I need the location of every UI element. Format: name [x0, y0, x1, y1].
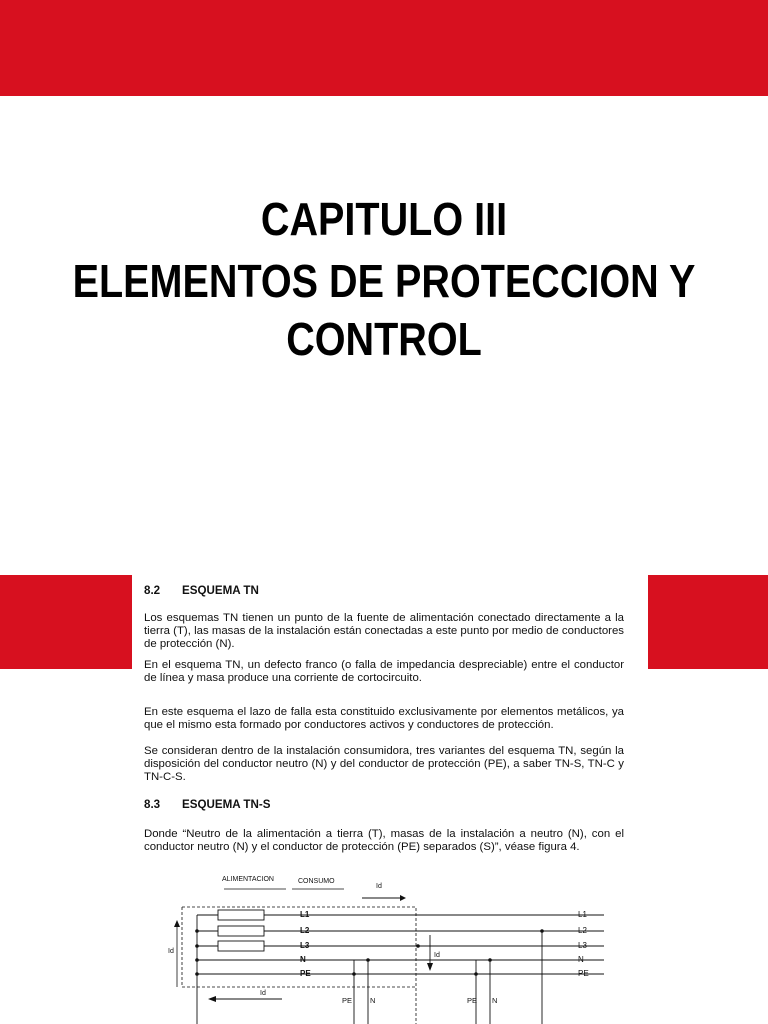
node-4 — [195, 972, 199, 976]
label-id-bottom: Id — [260, 990, 266, 997]
paragraph-4: Se consideran dentro de la instalación consumidora, tres variantes del esquema TN, según la disposición del conductor neutro (N) y del conductor de protección (PE), a saber TN-S, TN-C y TN-C-S. — [144, 745, 624, 783]
right-label-pe: PE — [578, 969, 589, 978]
winding-2 — [218, 926, 264, 936]
winding-1 — [218, 910, 264, 920]
label-consumo: CONSUMO — [298, 878, 335, 885]
section-heading-esquema-tn-s: ESQUEMA TN-S — [182, 798, 271, 811]
paragraph-1: Los esquemas TN tienen un punto de la fuente de alimentación conectado directamente a la tierra (T), las masas de la instalación están conectadas a este punto por medio de conductores de protección (N). — [144, 612, 624, 650]
node-3 — [195, 958, 199, 962]
fault-arrowhead — [427, 963, 433, 971]
return-current-arrowhead — [208, 996, 216, 1002]
left-label-l2: L2 — [300, 926, 310, 935]
chapter-title: CAPITULO III — [260, 193, 508, 245]
right-label-l3: L3 — [578, 941, 587, 950]
load1-pe-label: PE — [342, 996, 353, 1005]
slide-title — [0, 190, 768, 368]
load2-n-node — [488, 958, 492, 962]
label-alimentacion: ALIMENTACION — [222, 876, 274, 883]
load2-pe-label: PE — [467, 996, 478, 1005]
load2-n-label: N — [492, 996, 498, 1005]
tn-s-wiring-diagram — [132, 865, 648, 1024]
top-accent-bar — [0, 0, 768, 96]
source-boundary-left — [182, 907, 416, 987]
section-number-8-3: 8.3 — [144, 798, 161, 811]
tap-l3-node — [416, 944, 420, 948]
node-2 — [195, 944, 199, 948]
winding-3 — [218, 941, 264, 951]
load2-pe-node — [474, 972, 478, 976]
load1-pe-node — [352, 972, 356, 976]
right-accent-band — [648, 575, 768, 669]
label-id-fault: Id — [434, 952, 440, 959]
left-label-l1: L1 — [300, 910, 310, 919]
label-id-left: Id — [168, 948, 174, 955]
paragraph-2: En el esquema TN, un defecto franco (o falla de impedancia despreciable) entre el conductor de línea y masa produce una corriente de cortocircuito. — [144, 659, 624, 684]
subtitle-line-2: CONTROL — [286, 313, 482, 365]
load1-n-node — [366, 958, 370, 962]
right-label-n: N — [578, 955, 584, 964]
paragraph-3: En este esquema el lazo de falla esta constituido exclusivamente por elementos metálicos, ya que el mismo esta formado por conductores activos y conductores de protección. — [144, 706, 624, 731]
subtitle-line-1: ELEMENTOS DE PROTECCION Y — [72, 255, 696, 307]
load1-n-label: N — [370, 996, 376, 1005]
label-id-top: Id — [376, 883, 382, 890]
paragraph-5: Donde “Neutro de la alimentación a tierra (T), masas de la instalación a neutro (N), con el conductor neutro (N) y el conductor de protección (PE) separados (S)”, véase figura 4. — [144, 828, 624, 853]
left-id-arrowhead — [174, 920, 180, 927]
right-label-l2: L2 — [578, 926, 587, 935]
section-heading-esquema-tn: ESQUEMA TN — [182, 584, 259, 597]
left-accent-band — [0, 575, 132, 669]
left-label-n: N — [300, 955, 306, 964]
document-excerpt — [132, 575, 648, 1024]
section-number-8-2: 8.2 — [144, 584, 161, 597]
id-arrowhead-top — [400, 895, 406, 901]
source-boundary-top — [182, 907, 416, 1024]
left-label-pe: PE — [300, 969, 311, 978]
node-1 — [195, 929, 199, 933]
left-label-l3: L3 — [300, 941, 310, 950]
right-label-l1: L1 — [578, 910, 587, 919]
tap-l2-node — [540, 929, 544, 933]
